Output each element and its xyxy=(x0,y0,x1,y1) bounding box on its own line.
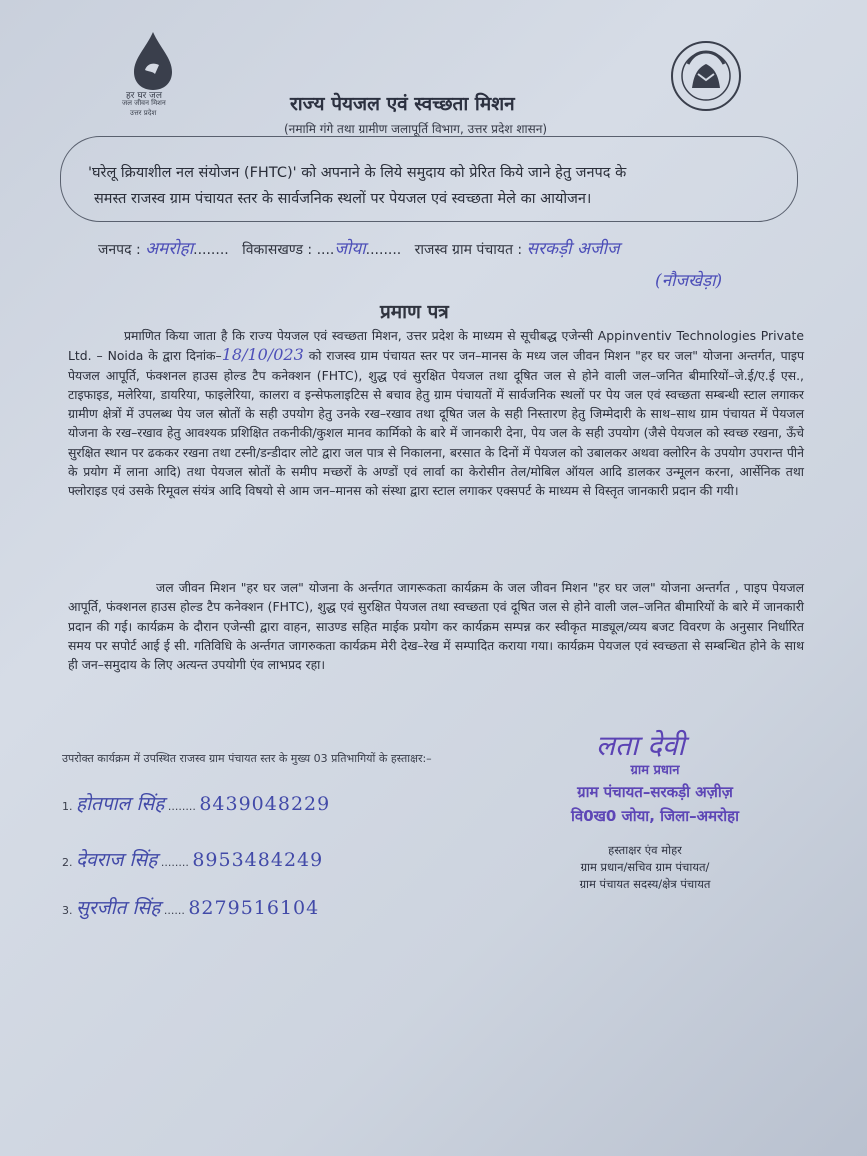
participant-signature: होतपाल सिंह xyxy=(76,793,165,815)
para1-text-b: को राजस्व ग्राम पंचायत स्तर पर जन–मानस के मध्य जल जीवन मिशन "हर घर जल" योजना अन्तर्गत, पाइप पेयजल आपूर्ति, फंक्शनल हाउस होल्ड टैप कनेक्शन (FHTC), शुद्ध एवं सुरक्षित पेयजल तथा दूषित जल से होने वाली जल–जनित बीमारियों–जे.ई/ए.ई एस., टाइफाइड, मलेरिया, डायरिया, फाइलेरिया, कालरा व इन्सेफलाइटिस से बचाव हेतु ग्राम पंचायतों में सार्वजनिक स्थलों पर पेय जल एवं स्वच्छता सम्बन्धी स्टाल लगाकर ग्रामीण क्षेत्रों में उपलब्ध पेय जल स्रोतों के सही उपयोग हेतु उनके रख–रखाव तथा दूषित जल के सही निस्तारण हेतु जिम्मेदारी के साथ–साथ ग्राम पंचायत में पेयजल योजना के रख–रखाव हेतु आवश्यक प्रशिक्षित तकनीकी/कुशल मानव कार्मिको के बारे में जानकारी देना, पेय जल के सही उपयोग (जैसे पेयजल को स्वच्छ रखना, ऊँचे सुरक्षित स्थान पर ढककर रखना तथा टस्नी/डन्डीदार लोटे द्वारा जल पात्र से निकालना, बरसात के दिनों में पेयजल को उबालकर अथवा क्लोरिन के उपयोग उपरान्त पीने के प्रयोग में लाना आदि) तथा पेयजल स्रोतों के समीप मच्छरों के अण्डों एवं लार्वा का केरोसीन तेल/मोबिल ऑयल आदि डालकर उन्मूलन करना, आर्सेनिक तथा फ्लोराइड एवं उसके रिमूवल संयंत्र आदि विषयो से आम जन–मानस को संस्था द्वारा स्टाल लगाकर एक्सपर्ट के माध्यम से विस्तृत जानकारी प्रदान की गयी। xyxy=(68,348,804,499)
participant-phone: 8439048229 xyxy=(199,793,331,815)
participant-row-1 xyxy=(62,790,330,816)
para1-text-a: प्रमाणित किया जाता है कि राज्य पेयजल एवं स्वच्छता मिशन, उत्तर प्रदेश के माध्यम से सूचीबद्ध एजेन्सी Appinventiv Technologies Private Ltd. – Noida के द्वारा दिनांक– xyxy=(68,328,804,364)
panchayat-label: राजस्व ग्राम पंचायत : xyxy=(414,242,523,258)
banner-line-2: समस्त राजस्व ग्राम पंचायत स्तर के सार्वजनिक स्थलों पर पेयजल एवं स्वच्छता मेले का आयोजन। xyxy=(94,191,592,207)
district-dots: ........ xyxy=(193,242,229,258)
stamp-line-1: ग्राम प्रधान xyxy=(630,763,680,778)
participant-number: 3. xyxy=(62,904,73,917)
stamp-line-2: ग्राम पंचायत–सरकड़ी अज़ीज़ xyxy=(577,783,733,801)
attest-line-1: हस्ताक्षर एंव मोहर xyxy=(608,843,682,857)
location-fields xyxy=(98,236,620,259)
logo-line-2: जल जीवन मिशन xyxy=(122,99,166,107)
stamp-line-3: वि0ख0 जोया, जिला–अमरोहा xyxy=(571,807,739,825)
block-dots-pre: .... xyxy=(316,242,335,258)
participant-row-2 xyxy=(62,846,323,872)
banner-line-1: 'घरेलू क्रियाशील नल संयोजन (FHTC)' को अपनाने के लिये समुदाय को प्रेरित किये जाने हेतु जनपद के xyxy=(88,165,627,181)
district-label: जनपद : xyxy=(98,242,141,258)
district-value: अमरोहा xyxy=(145,239,194,259)
participants-intro: उपरोक्त कार्यक्रम में उपस्थित राजस्व ग्राम पंचायत स्तर के मुख्य 03 प्रतिभागियों के हस्ताक्षर:– xyxy=(62,752,432,765)
certificate-paragraph-1 xyxy=(68,326,804,501)
up-govt-emblem xyxy=(668,34,744,120)
participant-dots: ...... xyxy=(163,904,185,917)
participant-phone: 8953484249 xyxy=(192,849,324,871)
participant-number: 2. xyxy=(62,856,73,869)
event-banner-text xyxy=(88,160,778,212)
attestation-block xyxy=(520,842,770,893)
participant-signature: देवराज सिंह xyxy=(76,849,158,871)
attest-line-2: ग्राम प्रधान/सचिव ग्राम पंचायत/ xyxy=(580,860,710,874)
participant-row-3 xyxy=(62,894,319,920)
up-emblem-icon xyxy=(668,34,744,120)
block-value: जोया xyxy=(334,239,366,259)
official-stamp xyxy=(510,760,800,826)
pradhan-signature: लता देवी xyxy=(596,729,685,762)
panchayat-sub-value: (नौजखेड़ा) xyxy=(655,271,723,291)
participant-dots: ........ xyxy=(167,800,196,813)
water-drop-icon xyxy=(118,30,188,92)
mission-subtitle: (नमामि गंगे तथा ग्रामीण जलापूर्ति विभाग, उत्तर प्रदेश शासन) xyxy=(284,122,548,136)
participant-dots: ........ xyxy=(160,856,189,869)
participant-phone: 8279516104 xyxy=(188,897,320,919)
block-label: विकासखण्ड : xyxy=(242,242,313,258)
certificate-heading: प्रमाण पत्र xyxy=(380,301,449,323)
mission-title: राज्य पेयजल एवं स्वच्छता मिशन xyxy=(290,93,515,115)
attest-line-3: ग्राम पंचायत सदस्य/क्षेत्र पंचायत xyxy=(579,877,711,891)
event-date: 18/10/023 xyxy=(221,345,304,365)
participant-number: 1. xyxy=(62,800,73,813)
logo-line-1: हर घर जल xyxy=(126,91,162,101)
panchayat-value: सरकड़ी अजीज xyxy=(526,239,620,259)
certificate-paragraph-2 xyxy=(68,578,804,674)
para2-text: जल जीवन मिशन "हर घर जल" योजना के अर्न्तगत जागरूकता कार्यक्रम के जल जीवन मिशन "हर घर जल" योजना अन्तर्गत , पाइप पेयजल आपूर्ति, फंक्शनल हाउस होल्ड टैप कनेक्शन (FHTC), शुद्ध एवं सुरक्षित पेयजल तथा स्वच्छता एवं दूषित जल से होने वाली जल–जनित बीमारियों के बारे में जानकारी प्रदान की गई। कार्यक्रम के दौरान एजेन्सी द्वारा वाहन, साउण्ड सहित माईक प्रयोग कर कार्यक्रम सम्पन्न कर स्वीकृत माड्यूल/व्यय बजट विवरण के अनुसार निर्धारित समय पर सपोर्ट आई ई सी. गतिविधि के अर्न्तगत जागरुकता कार्यक्रम मेरी देख–रेख में सम्पादित कराया गया। कार्यक्रम पेयजल एवं स्वच्छता से सम्बन्धित होने के साथ ही जन–समुदाय के लिए अत्यन्त उपयोगी एंव लाभप्रद रहा। xyxy=(68,580,804,673)
logo-line-3: उत्तर प्रदेश xyxy=(130,109,157,117)
har-ghar-jal-logo xyxy=(118,30,188,130)
block-dots: ........ xyxy=(365,242,402,258)
participant-signature: सुरजीत सिंह xyxy=(76,897,161,919)
